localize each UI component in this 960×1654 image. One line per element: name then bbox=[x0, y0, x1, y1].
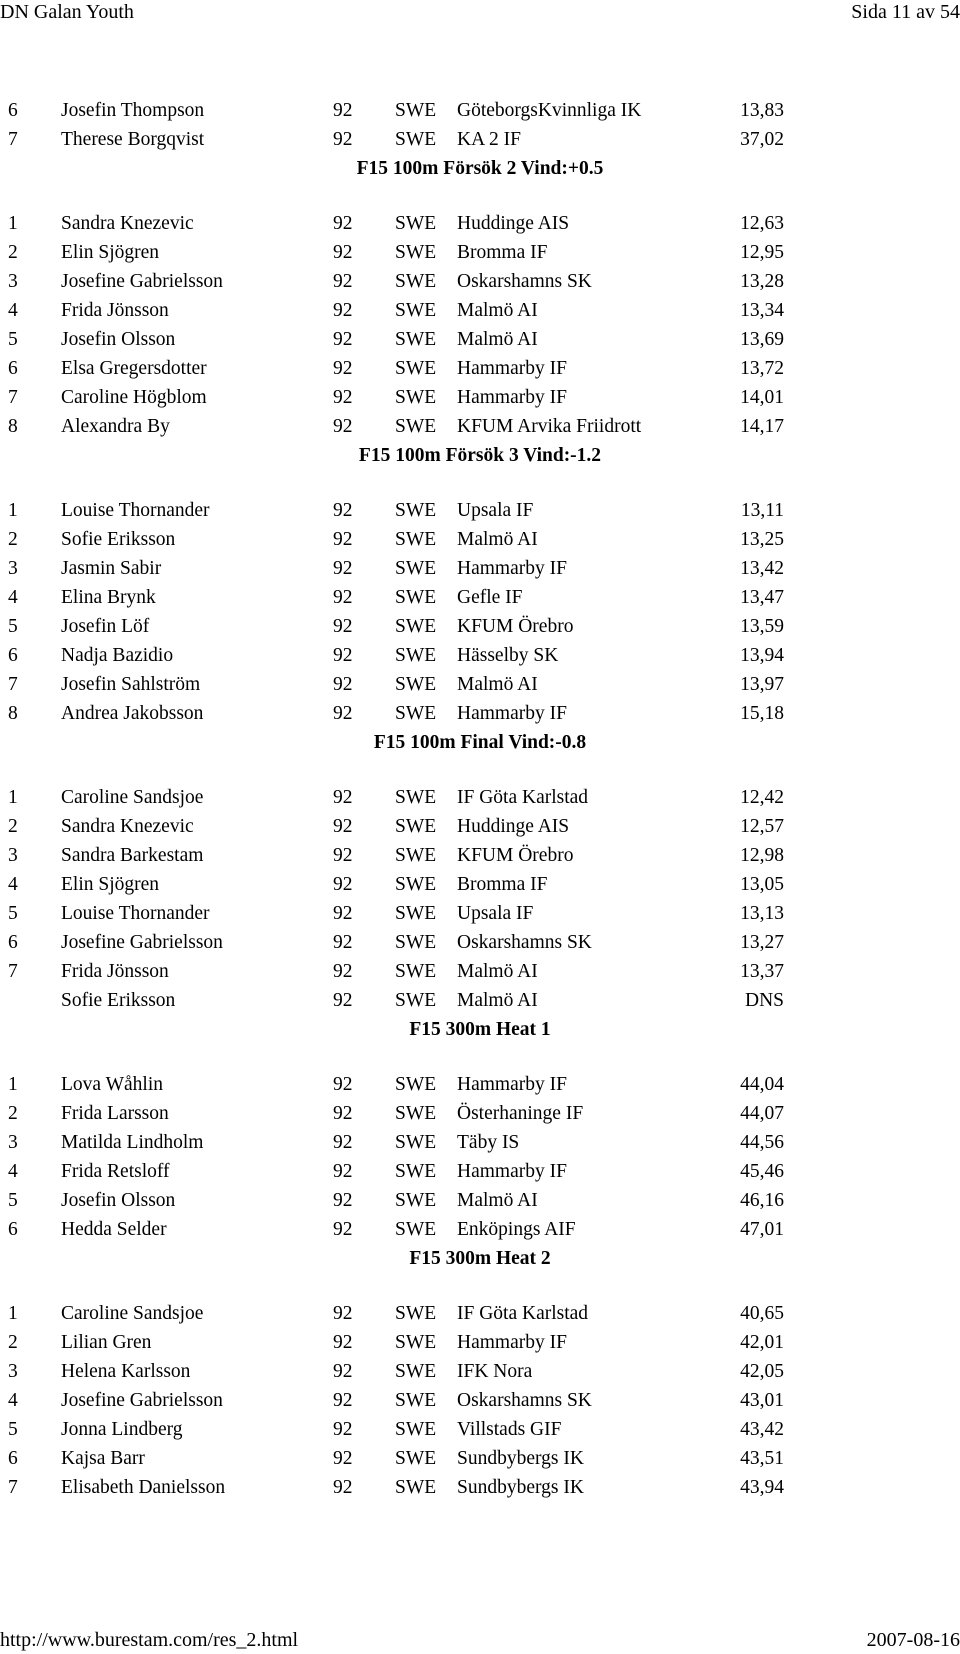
nation: SWE bbox=[395, 100, 437, 121]
athlete-name: Matilda Lindholm bbox=[61, 1132, 204, 1153]
nation: SWE bbox=[395, 242, 437, 263]
place: 4 bbox=[8, 300, 18, 321]
nation: SWE bbox=[395, 1103, 437, 1124]
place: 7 bbox=[8, 674, 18, 695]
birth-year: 92 bbox=[333, 1103, 353, 1124]
result-time: 13,59 bbox=[740, 616, 784, 637]
athlete-name: Sofie Eriksson bbox=[61, 990, 176, 1011]
event-heading bbox=[0, 1244, 960, 1273]
athlete-name: Sandra Knezevic bbox=[61, 816, 194, 837]
athlete-name: Josefine Gabrielsson bbox=[61, 271, 223, 292]
athlete-name: Hedda Selder bbox=[61, 1219, 167, 1240]
event-heading bbox=[0, 154, 960, 183]
birth-year: 92 bbox=[333, 1390, 353, 1411]
result-row bbox=[0, 583, 960, 612]
place: 6 bbox=[8, 1448, 18, 1469]
nation: SWE bbox=[395, 961, 437, 982]
athlete-name: Elin Sjögren bbox=[61, 874, 160, 895]
result-time: 12,63 bbox=[740, 213, 784, 234]
place: 8 bbox=[8, 703, 18, 724]
birth-year: 92 bbox=[333, 961, 353, 982]
birth-year: 92 bbox=[333, 1477, 353, 1498]
club-name: Hammarby IF bbox=[457, 558, 567, 579]
place: 7 bbox=[8, 1477, 18, 1498]
result-time: 13,27 bbox=[740, 932, 784, 953]
nation: SWE bbox=[395, 271, 437, 292]
nation: SWE bbox=[395, 703, 437, 724]
birth-year: 92 bbox=[333, 674, 353, 695]
birth-year: 92 bbox=[333, 242, 353, 263]
birth-year: 92 bbox=[333, 703, 353, 724]
club-name: GöteborgsKvinnliga IK bbox=[457, 100, 642, 121]
result-time: 12,42 bbox=[740, 787, 784, 808]
result-row bbox=[0, 641, 960, 670]
athlete-name: Jasmin Sabir bbox=[61, 558, 162, 579]
nation: SWE bbox=[395, 1219, 437, 1240]
place: 4 bbox=[8, 1390, 18, 1411]
place: 1 bbox=[8, 1074, 18, 1095]
athlete-name: Josefin Olsson bbox=[61, 1190, 176, 1211]
place: 5 bbox=[8, 1419, 18, 1440]
event-title: F15 300m Heat 2 bbox=[409, 1248, 551, 1269]
place: 3 bbox=[8, 1132, 18, 1153]
birth-year: 92 bbox=[333, 1303, 353, 1324]
result-time: 43,94 bbox=[740, 1477, 784, 1498]
result-time: 13,34 bbox=[740, 300, 784, 321]
nation: SWE bbox=[395, 213, 437, 234]
place: 6 bbox=[8, 100, 18, 121]
birth-year: 92 bbox=[333, 645, 353, 666]
result-row bbox=[0, 238, 960, 267]
result-time: 43,01 bbox=[740, 1390, 784, 1411]
result-row bbox=[0, 354, 960, 383]
result-time: 37,02 bbox=[740, 129, 784, 150]
birth-year: 92 bbox=[333, 587, 353, 608]
club-name: Bromma IF bbox=[457, 242, 548, 263]
club-name: Malmö AI bbox=[457, 329, 538, 350]
result-time: 47,01 bbox=[740, 1219, 784, 1240]
place: 2 bbox=[8, 1103, 18, 1124]
athlete-name: Frida Retsloff bbox=[61, 1161, 170, 1182]
place: 6 bbox=[8, 932, 18, 953]
result-time: 13,83 bbox=[740, 100, 784, 121]
athlete-name: Caroline Högblom bbox=[61, 387, 207, 408]
birth-year: 92 bbox=[333, 1361, 353, 1382]
result-time: 13,13 bbox=[740, 903, 784, 924]
result-row bbox=[0, 812, 960, 841]
athlete-name: Caroline Sandsjoe bbox=[61, 1303, 204, 1324]
club-name: Hammarby IF bbox=[457, 1074, 567, 1095]
athlete-name: Nadja Bazidio bbox=[61, 645, 174, 666]
result-row bbox=[0, 1328, 960, 1357]
club-name: Hammarby IF bbox=[457, 358, 567, 379]
result-time: 13,37 bbox=[740, 961, 784, 982]
event-heading bbox=[0, 728, 960, 757]
place: 4 bbox=[8, 874, 18, 895]
place: 8 bbox=[8, 416, 18, 437]
athlete-name: Helena Karlsson bbox=[61, 1361, 191, 1382]
athlete-name: Josefine Gabrielsson bbox=[61, 1390, 223, 1411]
birth-year: 92 bbox=[333, 1219, 353, 1240]
birth-year: 92 bbox=[333, 874, 353, 895]
result-row bbox=[0, 1215, 960, 1244]
nation: SWE bbox=[395, 500, 437, 521]
club-name: Huddinge AIS bbox=[457, 816, 570, 837]
result-row bbox=[0, 125, 960, 154]
result-time: 46,16 bbox=[740, 1190, 784, 1211]
result-time: 12,98 bbox=[740, 845, 784, 866]
club-name: Oskarshamns SK bbox=[457, 1390, 592, 1411]
nation: SWE bbox=[395, 329, 437, 350]
event-title: F15 300m Heat 1 bbox=[409, 1019, 551, 1040]
club-name: Malmö AI bbox=[457, 961, 538, 982]
result-row bbox=[0, 383, 960, 412]
result-time: 42,05 bbox=[740, 1361, 784, 1382]
result-row bbox=[0, 1070, 960, 1099]
birth-year: 92 bbox=[333, 300, 353, 321]
club-name: KFUM Örebro bbox=[457, 616, 574, 637]
nation: SWE bbox=[395, 558, 437, 579]
birth-year: 92 bbox=[333, 816, 353, 837]
nation: SWE bbox=[395, 1477, 437, 1498]
nation: SWE bbox=[395, 874, 437, 895]
result-row bbox=[0, 841, 960, 870]
club-name: KA 2 IF bbox=[457, 129, 521, 150]
birth-year: 92 bbox=[333, 329, 353, 350]
result-row bbox=[0, 699, 960, 728]
footer-date: 2007-08-16 bbox=[866, 1629, 960, 1651]
club-name: Enköpings AIF bbox=[457, 1219, 576, 1240]
result-row bbox=[0, 1299, 960, 1328]
club-name: Hässelby SK bbox=[457, 645, 559, 666]
result-row bbox=[0, 928, 960, 957]
birth-year: 92 bbox=[333, 1448, 353, 1469]
athlete-name: Alexandra By bbox=[61, 416, 170, 437]
club-name: KFUM Örebro bbox=[457, 845, 574, 866]
athlete-name: Louise Thornander bbox=[61, 500, 210, 521]
nation: SWE bbox=[395, 1332, 437, 1353]
club-name: Villstads GIF bbox=[457, 1419, 562, 1440]
nation: SWE bbox=[395, 1132, 437, 1153]
nation: SWE bbox=[395, 358, 437, 379]
place: 3 bbox=[8, 271, 18, 292]
place: 2 bbox=[8, 529, 18, 550]
birth-year: 92 bbox=[333, 1419, 353, 1440]
place: 5 bbox=[8, 616, 18, 637]
result-row bbox=[0, 267, 960, 296]
place: 5 bbox=[8, 329, 18, 350]
nation: SWE bbox=[395, 787, 437, 808]
result-time: 13,69 bbox=[740, 329, 784, 350]
result-row bbox=[0, 1357, 960, 1386]
athlete-name: Elin Sjögren bbox=[61, 242, 160, 263]
club-name: Oskarshamns SK bbox=[457, 271, 592, 292]
birth-year: 92 bbox=[333, 1190, 353, 1211]
result-time: 44,04 bbox=[740, 1074, 784, 1095]
club-name: Upsala IF bbox=[457, 903, 534, 924]
result-time: 13,47 bbox=[740, 587, 784, 608]
place: 6 bbox=[8, 358, 18, 379]
birth-year: 92 bbox=[333, 932, 353, 953]
result-time: 15,18 bbox=[740, 703, 784, 724]
place: 3 bbox=[8, 845, 18, 866]
nation: SWE bbox=[395, 1303, 437, 1324]
result-time: 12,57 bbox=[740, 816, 784, 837]
club-name: Malmö AI bbox=[457, 529, 538, 550]
result-row bbox=[0, 554, 960, 583]
birth-year: 92 bbox=[333, 845, 353, 866]
result-row bbox=[0, 496, 960, 525]
place: 2 bbox=[8, 1332, 18, 1353]
result-time: 42,01 bbox=[740, 1332, 784, 1353]
birth-year: 92 bbox=[333, 271, 353, 292]
nation: SWE bbox=[395, 674, 437, 695]
place: 7 bbox=[8, 961, 18, 982]
nation: SWE bbox=[395, 416, 437, 437]
nation: SWE bbox=[395, 300, 437, 321]
result-row bbox=[0, 899, 960, 928]
club-name: Bromma IF bbox=[457, 874, 548, 895]
nation: SWE bbox=[395, 616, 437, 637]
birth-year: 92 bbox=[333, 616, 353, 637]
place: 4 bbox=[8, 1161, 18, 1182]
result-row bbox=[0, 1128, 960, 1157]
nation: SWE bbox=[395, 387, 437, 408]
result-row bbox=[0, 986, 960, 1015]
nation: SWE bbox=[395, 903, 437, 924]
birth-year: 92 bbox=[333, 990, 353, 1011]
place: 1 bbox=[8, 500, 18, 521]
place: 1 bbox=[8, 787, 18, 808]
nation: SWE bbox=[395, 587, 437, 608]
place: 4 bbox=[8, 587, 18, 608]
athlete-name: Josefin Thompson bbox=[61, 100, 205, 121]
athlete-name: Lova Wåhlin bbox=[61, 1074, 163, 1095]
result-row bbox=[0, 670, 960, 699]
place: 6 bbox=[8, 645, 18, 666]
result-row bbox=[0, 870, 960, 899]
event-title: F15 100m Försök 3 Vind:-1.2 bbox=[358, 445, 602, 466]
birth-year: 92 bbox=[333, 358, 353, 379]
footer-url: http://www.burestam.com/res_2.html bbox=[0, 1629, 299, 1651]
athlete-name: Lilian Gren bbox=[61, 1332, 152, 1353]
athlete-name: Andrea Jakobsson bbox=[61, 703, 204, 724]
nation: SWE bbox=[395, 1074, 437, 1095]
result-time: 13,05 bbox=[740, 874, 784, 895]
birth-year: 92 bbox=[333, 787, 353, 808]
athlete-name: Josefin Sahlström bbox=[61, 674, 201, 695]
birth-year: 92 bbox=[333, 558, 353, 579]
place: 5 bbox=[8, 903, 18, 924]
result-time: 45,46 bbox=[740, 1161, 784, 1182]
birth-year: 92 bbox=[333, 1161, 353, 1182]
athlete-name: Jonna Lindberg bbox=[61, 1419, 183, 1440]
nation: SWE bbox=[395, 529, 437, 550]
nation: SWE bbox=[395, 990, 437, 1011]
birth-year: 92 bbox=[333, 416, 353, 437]
birth-year: 92 bbox=[333, 100, 353, 121]
event-heading bbox=[0, 441, 960, 470]
place: 7 bbox=[8, 387, 18, 408]
result-row bbox=[0, 1473, 960, 1502]
club-name: Upsala IF bbox=[457, 500, 534, 521]
athlete-name: Sandra Barkestam bbox=[61, 845, 204, 866]
nation: SWE bbox=[395, 645, 437, 666]
place: 7 bbox=[8, 129, 18, 150]
result-time: 43,51 bbox=[740, 1448, 784, 1469]
birth-year: 92 bbox=[333, 500, 353, 521]
nation: SWE bbox=[395, 845, 437, 866]
birth-year: 92 bbox=[333, 213, 353, 234]
club-name: Malmö AI bbox=[457, 990, 538, 1011]
nation: SWE bbox=[395, 1419, 437, 1440]
nation: SWE bbox=[395, 1448, 437, 1469]
club-name: Huddinge AIS bbox=[457, 213, 570, 234]
result-time: 13,97 bbox=[740, 674, 784, 695]
result-time: 12,95 bbox=[740, 242, 784, 263]
result-row bbox=[0, 325, 960, 354]
result-time: 13,28 bbox=[740, 271, 784, 292]
place: 3 bbox=[8, 558, 18, 579]
result-row bbox=[0, 1157, 960, 1186]
result-row bbox=[0, 209, 960, 238]
athlete-name: Elisabeth Danielsson bbox=[61, 1477, 226, 1498]
club-name: Malmö AI bbox=[457, 300, 538, 321]
result-row bbox=[0, 783, 960, 812]
birth-year: 92 bbox=[333, 1332, 353, 1353]
result-row bbox=[0, 296, 960, 325]
place: 2 bbox=[8, 242, 18, 263]
result-time: 43,42 bbox=[740, 1419, 784, 1440]
birth-year: 92 bbox=[333, 903, 353, 924]
athlete-name: Kajsa Barr bbox=[61, 1448, 145, 1469]
event-heading bbox=[0, 1015, 960, 1044]
nation: SWE bbox=[395, 129, 437, 150]
place: 2 bbox=[8, 816, 18, 837]
club-name: Hammarby IF bbox=[457, 1332, 567, 1353]
athlete-name: Josefin Olsson bbox=[61, 329, 176, 350]
result-time: 13,42 bbox=[740, 558, 784, 579]
nation: SWE bbox=[395, 1190, 437, 1211]
header-title: DN Galan Youth bbox=[0, 1, 134, 23]
club-name: Hammarby IF bbox=[457, 1161, 567, 1182]
result-time: DNS bbox=[744, 990, 784, 1011]
birth-year: 92 bbox=[333, 1074, 353, 1095]
result-time: 44,56 bbox=[740, 1132, 784, 1153]
club-name: Malmö AI bbox=[457, 1190, 538, 1211]
club-name: IFK Nora bbox=[457, 1361, 533, 1382]
club-name: IF Göta Karlstad bbox=[457, 1303, 589, 1324]
result-time: 44,07 bbox=[740, 1103, 784, 1124]
club-name: Hammarby IF bbox=[457, 703, 567, 724]
place: 1 bbox=[8, 1303, 18, 1324]
page-number: Sida 11 av 54 bbox=[851, 1, 960, 23]
nation: SWE bbox=[395, 932, 437, 953]
nation: SWE bbox=[395, 816, 437, 837]
place: 3 bbox=[8, 1361, 18, 1382]
club-name: Malmö AI bbox=[457, 674, 538, 695]
athlete-name: Elsa Gregersdotter bbox=[61, 358, 207, 379]
result-time: 13,11 bbox=[740, 500, 784, 521]
birth-year: 92 bbox=[333, 1132, 353, 1153]
result-row bbox=[0, 957, 960, 986]
club-name: Gefle IF bbox=[457, 587, 523, 608]
result-time: 13,25 bbox=[740, 529, 784, 550]
event-title: F15 100m Försök 2 Vind:+0.5 bbox=[356, 158, 604, 179]
result-row bbox=[0, 96, 960, 125]
event-title: F15 100m Final Vind:-0.8 bbox=[373, 732, 587, 753]
club-name: KFUM Arvika Friidrott bbox=[457, 416, 642, 437]
nation: SWE bbox=[395, 1361, 437, 1382]
athlete-name: Therese Borgqvist bbox=[61, 129, 205, 150]
nation: SWE bbox=[395, 1390, 437, 1411]
result-row bbox=[0, 1186, 960, 1215]
result-row bbox=[0, 1386, 960, 1415]
club-name: Sundbybergs IK bbox=[457, 1448, 584, 1469]
result-row bbox=[0, 612, 960, 641]
club-name: Hammarby IF bbox=[457, 387, 567, 408]
athlete-name: Caroline Sandsjoe bbox=[61, 787, 204, 808]
birth-year: 92 bbox=[333, 387, 353, 408]
athlete-name: Josefin Löf bbox=[61, 616, 150, 637]
athlete-name: Sofie Eriksson bbox=[61, 529, 176, 550]
athlete-name: Louise Thornander bbox=[61, 903, 210, 924]
birth-year: 92 bbox=[333, 529, 353, 550]
club-name: Österhaninge IF bbox=[457, 1103, 584, 1124]
result-row bbox=[0, 1415, 960, 1444]
result-time: 13,94 bbox=[740, 645, 784, 666]
place: 5 bbox=[8, 1190, 18, 1211]
nation: SWE bbox=[395, 1161, 437, 1182]
result-row bbox=[0, 1099, 960, 1128]
birth-year: 92 bbox=[333, 129, 353, 150]
athlete-name: Josefine Gabrielsson bbox=[61, 932, 223, 953]
athlete-name: Frida Jönsson bbox=[61, 300, 169, 321]
result-row bbox=[0, 412, 960, 441]
athlete-name: Sandra Knezevic bbox=[61, 213, 194, 234]
result-time: 40,65 bbox=[740, 1303, 784, 1324]
result-row bbox=[0, 1444, 960, 1473]
athlete-name: Frida Jönsson bbox=[61, 961, 169, 982]
club-name: Täby IS bbox=[457, 1132, 520, 1153]
result-time: 14,17 bbox=[740, 416, 784, 437]
result-time: 13,72 bbox=[740, 358, 784, 379]
club-name: Oskarshamns SK bbox=[457, 932, 592, 953]
result-time: 14,01 bbox=[740, 387, 784, 408]
athlete-name: Elina Brynk bbox=[61, 587, 156, 608]
place: 6 bbox=[8, 1219, 18, 1240]
result-row bbox=[0, 525, 960, 554]
place: 1 bbox=[8, 213, 18, 234]
athlete-name: Frida Larsson bbox=[61, 1103, 169, 1124]
club-name: Sundbybergs IK bbox=[457, 1477, 584, 1498]
club-name: IF Göta Karlstad bbox=[457, 787, 589, 808]
